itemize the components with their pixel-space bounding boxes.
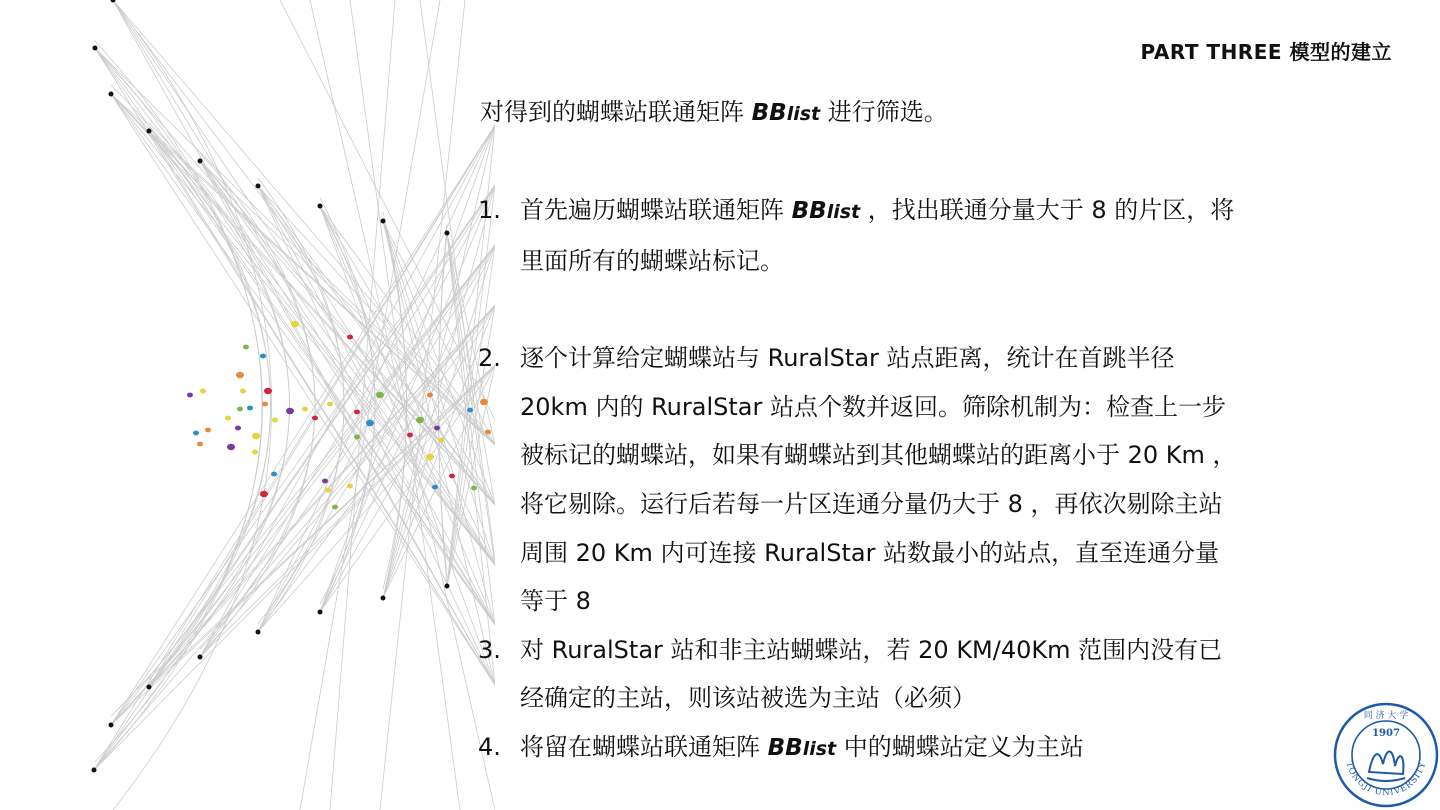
intro-sentence	[480, 92, 948, 134]
step-list	[478, 186, 1238, 774]
matrix-name: BBlist	[767, 734, 837, 761]
list-item	[478, 723, 1238, 774]
svg-text:同 济 大 学: 同 济 大 学	[1363, 711, 1409, 721]
intro-text-after: 进行筛选。	[820, 98, 948, 126]
item-number: 3.	[478, 635, 501, 664]
list-item	[478, 334, 1238, 626]
item-text: 对 RuralStar 站和非主站蝴蝶站，若 20 KM/40Km 范围内没有已经确定的主站，则该站被选为主站（必须）	[520, 635, 1223, 713]
matrix-name: BBlist	[791, 198, 861, 224]
tongji-university-logo	[1333, 702, 1439, 808]
logo-text: TONGJI UNIVERSITY	[1343, 760, 1429, 799]
item-text-after: 中的蝴蝶站定义为主站	[836, 732, 1084, 761]
item-number: 2.	[478, 344, 501, 373]
item-text-before: 将留在蝴蝶站联通矩阵	[520, 732, 768, 761]
matrix-name: BBlist	[751, 100, 821, 126]
item-number: 4.	[478, 732, 501, 761]
decorative-line-graphic	[0, 0, 495, 810]
svg-text:TONGJI UNIVERSITY	[1344, 761, 1429, 799]
logo-year: 1907	[1372, 728, 1400, 739]
item-number: 1.	[478, 196, 501, 224]
intro-text-before: 对得到的蝴蝶站联通矩阵	[480, 98, 752, 126]
list-item	[478, 186, 1238, 285]
section-label: PART THREE 模型的建立	[1140, 40, 1392, 64]
item-text-before: 首先遍历蝴蝶站联通矩阵	[520, 196, 792, 224]
item-text-after: ，找出联通分量大于 8 的片区，将里面所有的蝴蝶站标记。	[520, 196, 1235, 275]
item-text: 逐个计算给定蝴蝶站与 RuralStar 站点距离，统计在首跳半径 20km 内的 RuralStar 站点个数并返回。筛除机制为：检查上一步被标记的蝴蝶站，如果有蝴蝶站到其他蝴蝶站的距离小于 20 Km ，将它剔除。运行后若每一片区连通分量仍大于 8 ，再依次剔除主站周围 20 Km 内可连接 RuralStar 站数最小的站点，直至连通分量等于 8	[520, 344, 1237, 616]
list-item	[478, 626, 1238, 723]
